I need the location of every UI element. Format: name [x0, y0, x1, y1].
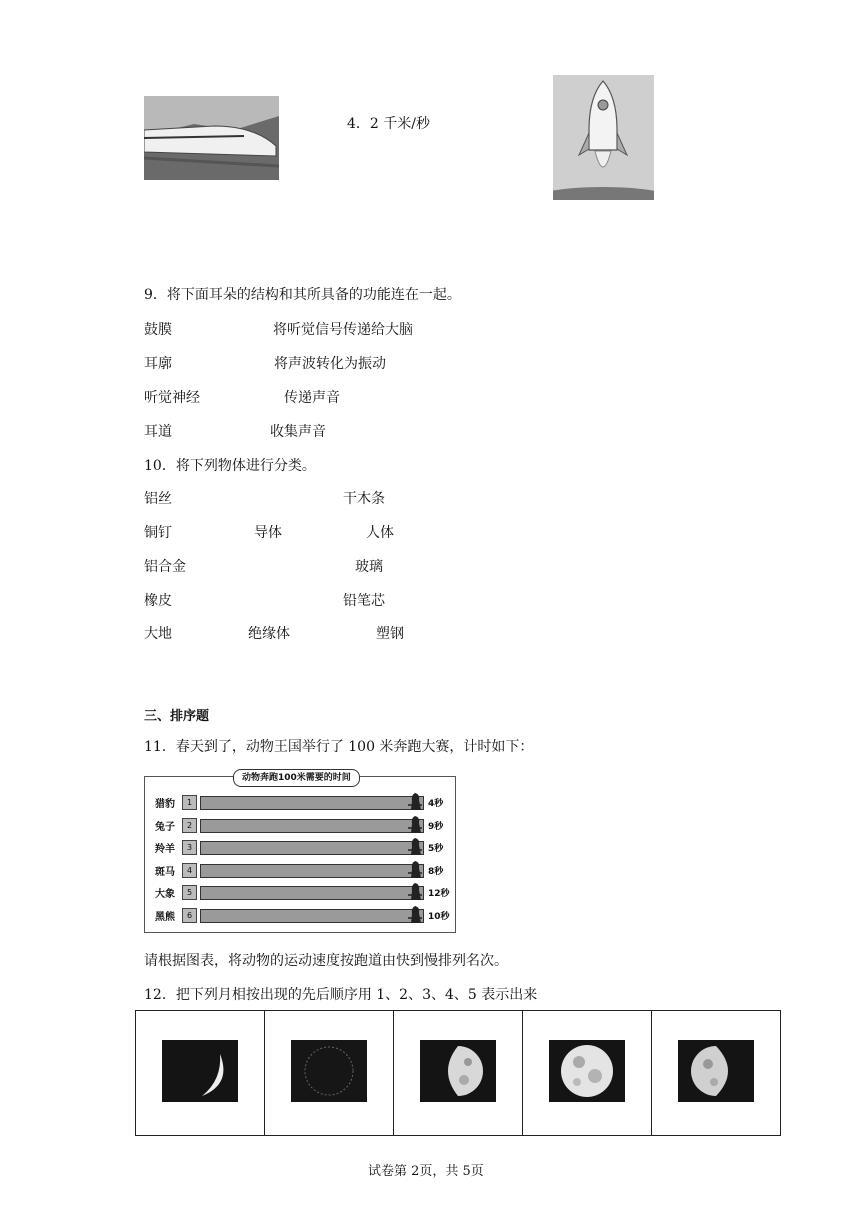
lane-number: 2	[182, 818, 197, 833]
animal-figure-icon	[406, 904, 424, 924]
moon-cell	[523, 1011, 652, 1136]
q9-left-item: 鼓膜	[144, 322, 172, 338]
chart-category-label: 兔子	[155, 821, 175, 833]
waning-gibbous-moon-image	[678, 1040, 754, 1102]
q11-question: 11．春天到了，动物王国举行了 100 米奔跑大赛，计时如下：	[144, 739, 534, 755]
q10-category: 绝缘体	[248, 626, 290, 642]
q9-left-item: 耳廓	[144, 356, 172, 372]
q10-right-item: 人体	[366, 525, 394, 541]
chart-bar	[200, 909, 424, 923]
chart-data-label: 8秒	[428, 866, 444, 877]
animal-figure-icon	[406, 881, 424, 901]
q10-right-item: 塑钢	[376, 626, 404, 642]
animal-figure-icon	[406, 836, 424, 856]
chart-category-label: 斑马	[155, 866, 175, 878]
crescent-moon-image	[162, 1040, 238, 1102]
page-footer: 试卷第 2页，共 5页	[368, 1164, 484, 1179]
q10-right-item: 铅笔芯	[343, 593, 385, 609]
first-quarter-moon-image	[420, 1040, 496, 1102]
q9-left-item: 耳道	[144, 424, 172, 440]
chart-row	[145, 793, 455, 811]
animal-race-chart	[144, 773, 456, 933]
q9-right-item: 收集声音	[270, 424, 326, 440]
chart-category-label: 羚羊	[155, 844, 175, 855]
chart-bar	[200, 796, 424, 810]
chart-bar	[200, 864, 424, 878]
chart-data-label: 12秒	[428, 889, 450, 899]
lane-number: 3	[182, 840, 197, 855]
q10-left-item: 大地	[144, 626, 172, 642]
chart-bar	[200, 886, 424, 900]
chart-category-label: 大象	[155, 889, 175, 900]
moon-cell	[265, 1011, 394, 1136]
chart-row	[145, 861, 455, 879]
chart-row	[145, 816, 455, 834]
train-speed-label: 4．2 千米/秒	[347, 116, 430, 132]
moon-phase-table	[135, 1010, 781, 1136]
animal-figure-icon	[406, 859, 424, 879]
q9-right-item: 将听觉信号传递给大脑	[273, 322, 413, 338]
q10-left-item: 铝丝	[144, 491, 172, 507]
lane-number: 4	[182, 863, 197, 878]
q10-right-item: 玻璃	[355, 559, 383, 575]
chart-data-label: 9秒	[428, 821, 444, 832]
chart-bar	[200, 819, 424, 833]
q12-question: 12．把下列月相按出现的先后顺序用 1、2、3、4、5 表示出来	[144, 987, 538, 1003]
q9-right-item: 传递声音	[284, 390, 340, 406]
chart-row	[145, 906, 455, 924]
chart-data-label: 10秒	[428, 911, 450, 922]
moon-cell	[136, 1011, 265, 1136]
full-moon-image	[549, 1040, 625, 1102]
q10-left-item: 橡皮	[144, 593, 172, 609]
chart-category-label: 黑熊	[155, 911, 175, 923]
moon-cell	[652, 1011, 781, 1136]
q10-left-item: 铜钉	[144, 525, 172, 541]
chart-row	[145, 838, 455, 856]
chart-title: 动物奔跑100米需要的时间	[233, 769, 360, 787]
moon-cell	[394, 1011, 523, 1136]
animal-figure-icon	[406, 791, 424, 811]
new-moon-image	[291, 1040, 367, 1102]
chart-data-label: 4秒	[428, 799, 444, 809]
lane-number: 6	[182, 908, 197, 923]
rocket-image	[553, 75, 654, 200]
q9-question: 9．将下面耳朵的结构和其所具备的功能连在一起。	[144, 287, 461, 303]
lane-number: 5	[182, 885, 197, 900]
q10-left-item: 铝合金	[144, 559, 186, 575]
q9-left-item: 听觉神经	[144, 390, 200, 406]
chart-category-label: 猎豹	[155, 799, 175, 810]
chart-row	[145, 883, 455, 901]
q10-category: 导体	[254, 525, 282, 541]
animal-figure-icon	[406, 814, 424, 834]
q10-question: 10．将下列物体进行分类。	[144, 458, 316, 474]
lane-number: 1	[182, 795, 197, 810]
section-heading: 三、排序题	[144, 709, 210, 724]
chart-data-label: 5秒	[428, 844, 444, 854]
q11-instruction: 请根据图表，将动物的运动速度按跑道由快到慢排列名次。	[144, 953, 508, 969]
high-speed-train-image	[144, 96, 279, 180]
q9-right-item: 将声波转化为振动	[274, 356, 386, 372]
q10-right-item: 干木条	[343, 491, 385, 507]
chart-bar	[200, 841, 424, 855]
